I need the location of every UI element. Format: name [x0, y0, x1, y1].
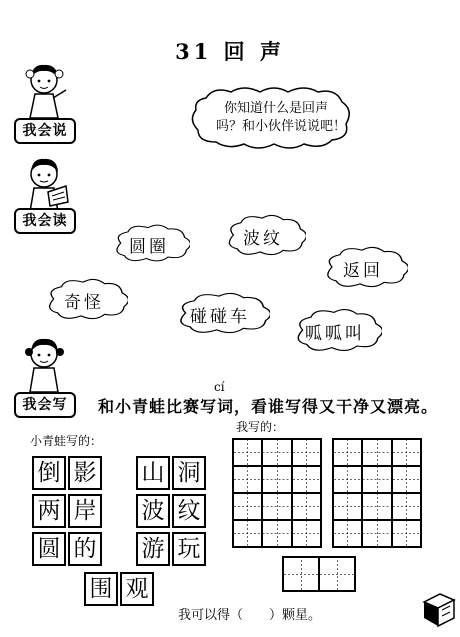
- kid-speaking-illustration: [22, 60, 70, 126]
- grid-cell[interactable]: [283, 557, 319, 591]
- word-cloud-label: 奇怪: [64, 293, 104, 313]
- word-cloud: [170, 290, 270, 336]
- frog-word-char-tile: 波: [136, 494, 170, 528]
- grid-cell[interactable]: [392, 466, 421, 493]
- grid-cell[interactable]: [392, 493, 421, 520]
- frog-word-char-tile: 洞: [172, 456, 206, 490]
- frog-word-char-tile: 围: [84, 572, 118, 606]
- word-cloud: [318, 244, 408, 290]
- section-badge-write: 我会写: [14, 392, 76, 418]
- grid-cell[interactable]: [333, 520, 362, 547]
- grid-cell[interactable]: [362, 466, 391, 493]
- speech-bubble-line-2: 吗？和小伙伴说说吧！: [216, 119, 347, 134]
- word-cloud-label: 碰碰车: [190, 307, 250, 327]
- grid-cell[interactable]: [392, 439, 421, 466]
- grid-cell[interactable]: [333, 439, 362, 466]
- my-writing-grid-bottom[interactable]: [282, 556, 356, 592]
- frog-word-char-tile: 圆: [32, 532, 66, 566]
- speech-bubble: [186, 84, 356, 152]
- frog-label: 小青蛙写的：: [30, 434, 103, 448]
- word-cloud-label: 波纹: [243, 229, 283, 249]
- my-writing-grid-left[interactable]: [232, 438, 322, 548]
- word-cloud: [40, 276, 128, 322]
- my-label: 我写的：: [236, 420, 285, 434]
- grid-cell[interactable]: [362, 493, 391, 520]
- grid-cell[interactable]: [319, 557, 355, 591]
- grid-cell[interactable]: [362, 439, 391, 466]
- grid-cell[interactable]: [292, 466, 321, 493]
- section-badge-read: 我会读: [14, 208, 76, 234]
- pinyin-annotation: cí: [214, 380, 225, 394]
- grid-cell[interactable]: [233, 439, 262, 466]
- grid-cell[interactable]: [362, 520, 391, 547]
- grid-cell[interactable]: [233, 493, 262, 520]
- my-writing-grid-right[interactable]: [332, 438, 422, 548]
- word-cloud-label: 返回: [343, 261, 383, 281]
- frog-word-char-tile: 的: [68, 532, 102, 566]
- frog-word-char-tile: 岸: [68, 494, 102, 528]
- word-cloud: [288, 306, 382, 354]
- score-text: 我可以得（ ）颗星。: [178, 608, 322, 623]
- word-cloud: [108, 222, 190, 264]
- grid-cell[interactable]: [262, 466, 291, 493]
- word-cloud-label: 呱呱叫: [305, 324, 365, 344]
- grid-cell[interactable]: [262, 520, 291, 547]
- frog-word-char-tile: 游: [136, 532, 170, 566]
- frog-word-char-tile: 玩: [172, 532, 206, 566]
- word-cloud: [220, 212, 306, 258]
- speech-bubble-line-1: 你知道什么是回声: [224, 101, 329, 116]
- grid-cell[interactable]: [292, 493, 321, 520]
- frog-word-char-tile: 倒: [32, 456, 66, 490]
- section-badge-speak: 我会说: [14, 118, 76, 144]
- frog-word-char-tile: 山: [136, 456, 170, 490]
- frog-word-char-tile: 两: [32, 494, 66, 528]
- grid-cell[interactable]: [292, 439, 321, 466]
- frog-word-char-tile: 观: [120, 572, 154, 606]
- kid-writing-illustration: [22, 334, 70, 400]
- grid-cell[interactable]: [233, 466, 262, 493]
- writing-instruction: 和小青蛙比赛写词，看谁写得又干净又漂亮。: [98, 397, 439, 416]
- grid-cell[interactable]: [262, 493, 291, 520]
- page-title: 31 回 声: [175, 39, 285, 64]
- grid-cell[interactable]: [333, 466, 362, 493]
- grid-cell[interactable]: [392, 520, 421, 547]
- word-cloud-label: 圆圈: [129, 237, 169, 257]
- frog-word-char-tile: 纹: [172, 494, 206, 528]
- grid-cell[interactable]: [233, 520, 262, 547]
- frog-word-char-tile: 影: [68, 456, 102, 490]
- grid-cell[interactable]: [292, 520, 321, 547]
- cube-icon: [420, 588, 456, 632]
- grid-cell[interactable]: [262, 439, 291, 466]
- grid-cell[interactable]: [333, 493, 362, 520]
